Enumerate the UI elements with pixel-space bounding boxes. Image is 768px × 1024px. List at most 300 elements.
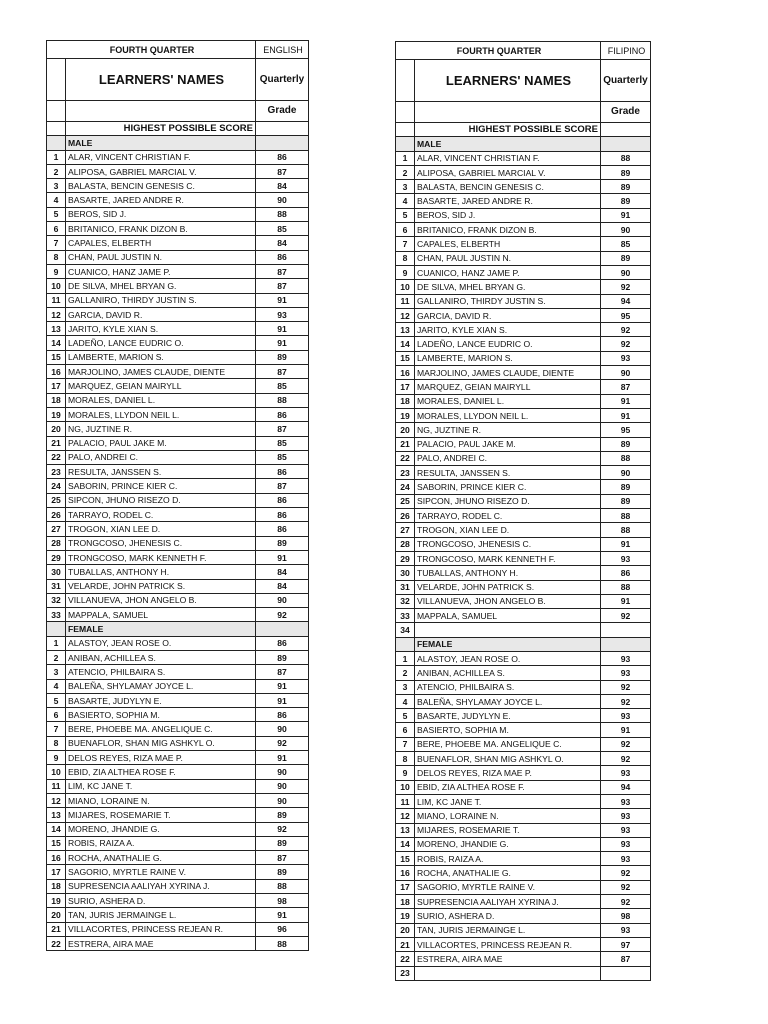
quarterly-grade: 92 [601, 880, 651, 894]
section-number-cell [47, 622, 66, 636]
quarterly-grade: 91 [256, 336, 309, 350]
student-name: MORALES, LLYDON NEIL L. [66, 407, 256, 421]
quarterly-grade: 84 [256, 179, 309, 193]
student-row [47, 822, 309, 836]
student-number: 25 [47, 493, 66, 507]
student-number: 2 [396, 666, 415, 680]
student-number: 11 [47, 779, 66, 793]
quarterly-grade: 87 [256, 422, 309, 436]
student-name: CAPALES, ELBERTH [415, 237, 601, 251]
quarterly-grade: 92 [601, 609, 651, 623]
grade-label: Grade [601, 102, 651, 123]
student-number: 17 [396, 880, 415, 894]
student-name: NG, JUZTINE R. [415, 423, 601, 437]
header-row [396, 42, 651, 60]
student-number: 22 [47, 450, 66, 464]
student-row [396, 937, 651, 951]
quarterly-grade: 90 [601, 223, 651, 237]
student-name: CHAN, PAUL JUSTIN N. [415, 251, 601, 265]
student-name: MORENO, JHANDIE G. [66, 822, 256, 836]
student-name: EBID, ZIA ALTHEA ROSE F. [415, 780, 601, 794]
student-row [396, 852, 651, 866]
quarterly-grade: 89 [601, 480, 651, 494]
student-name: BASARTE, JARED ANDRE R. [415, 194, 601, 208]
student-row [396, 437, 651, 451]
student-name: TAN, JURIS JERMAINGE L. [415, 923, 601, 937]
student-row [396, 909, 651, 923]
names-header-row [47, 59, 309, 101]
student-number: 7 [396, 737, 415, 751]
quarterly-grade: 87 [256, 365, 309, 379]
student-number: 1 [396, 651, 415, 665]
student-name: VILLANUEVA, JHON ANGELO B. [415, 594, 601, 608]
student-row [47, 322, 309, 336]
student-number: 3 [396, 180, 415, 194]
quarterly-grade: 88 [256, 879, 309, 893]
student-name: SURIO, ASHERA D. [415, 909, 601, 923]
student-number: 24 [396, 480, 415, 494]
quarterly-grade: 87 [256, 665, 309, 679]
quarterly-grade: 87 [256, 279, 309, 293]
student-row [47, 264, 309, 278]
student-row [396, 609, 651, 623]
quarterly-grade: 87 [256, 164, 309, 178]
quarterly-grade: 91 [256, 908, 309, 922]
student-name: DE SILVA, MHEL BRYAN G. [66, 279, 256, 293]
student-name: TRONGCOSO, MARK KENNETH F. [415, 551, 601, 565]
student-number: 4 [47, 193, 66, 207]
quarterly-grade: 87 [601, 380, 651, 394]
student-row [396, 923, 651, 937]
student-number: 14 [396, 837, 415, 851]
student-row [47, 550, 309, 564]
quarterly-grade: 88 [601, 523, 651, 537]
quarter-header: FOURTH QUARTER [396, 42, 601, 60]
quarterly-grade: 84 [256, 579, 309, 593]
student-name: DELOS REYES, RIZA MAE P. [415, 766, 601, 780]
student-number: 33 [396, 609, 415, 623]
student-name: MIANO, LORAINE N. [66, 793, 256, 807]
student-row [47, 879, 309, 893]
quarterly-grade: 85 [256, 450, 309, 464]
student-number: 5 [47, 207, 66, 221]
subject-header: FILIPINO [601, 42, 651, 60]
student-name: CAPALES, ELBERTH [66, 236, 256, 250]
quarterly-grade: 86 [256, 508, 309, 522]
student-number: 2 [47, 650, 66, 664]
student-name: ESTRERA, AIRA MAE [66, 936, 256, 950]
student-row [396, 537, 651, 551]
quarterly-grade: 93 [601, 852, 651, 866]
student-name: TRONGCOSO, MARK KENNETH F. [66, 550, 256, 564]
student-name: SAGORIO, MYRTLE RAINE V. [415, 880, 601, 894]
quarterly-grade: 95 [601, 308, 651, 322]
student-row [396, 837, 651, 851]
quarterly-grade: 92 [601, 694, 651, 708]
student-name: SIPCON, JHUNO RISEZO D. [415, 494, 601, 508]
student-row [47, 736, 309, 750]
quarterly-grade: 93 [601, 766, 651, 780]
student-name: MARJOLINO, JAMES CLAUDE, DIENTE [66, 365, 256, 379]
section-grade-cell [256, 136, 309, 150]
quarterly-grade: 91 [601, 723, 651, 737]
filipino-sheet-body [396, 42, 651, 981]
student-number: 13 [47, 322, 66, 336]
student-number: 23 [396, 966, 415, 980]
student-number: 11 [396, 794, 415, 808]
student-number: 31 [396, 580, 415, 594]
quarterly-grade: 91 [256, 693, 309, 707]
section-grade-cell [601, 637, 651, 651]
quarterly-grade: 86 [256, 250, 309, 264]
student-row [396, 723, 651, 737]
student-name: LIM, KC JANE T. [415, 794, 601, 808]
highest-possible-score-label: HIGHEST POSSIBLE SCORE [66, 122, 256, 136]
quarterly-grade: 91 [256, 293, 309, 307]
quarterly-grade: 86 [256, 493, 309, 507]
quarterly-grade: 89 [601, 251, 651, 265]
student-number: 21 [396, 437, 415, 451]
male-section-row [47, 136, 309, 150]
quarterly-grade: 90 [601, 265, 651, 279]
student-number: 3 [47, 665, 66, 679]
student-row [47, 436, 309, 450]
student-number: 26 [396, 509, 415, 523]
student-number: 17 [396, 380, 415, 394]
student-number: 15 [47, 836, 66, 850]
student-row [47, 279, 309, 293]
quarterly-grade: 89 [256, 865, 309, 879]
quarterly-grade: 92 [256, 736, 309, 750]
student-name: ATENCIO, PHILBAIRA S. [66, 665, 256, 679]
student-name: BRITANICO, FRANK DIZON B. [415, 223, 601, 237]
student-number: 16 [396, 866, 415, 880]
quarterly-grade: 91 [601, 537, 651, 551]
quarterly-grade: 91 [601, 408, 651, 422]
quarterly-grade: 86 [256, 465, 309, 479]
student-name: DE SILVA, MHEL BRYAN G. [415, 280, 601, 294]
quarterly-grade: 87 [256, 479, 309, 493]
student-number: 4 [396, 694, 415, 708]
student-row [396, 523, 651, 537]
student-name: GARCIA, DAVID R. [415, 308, 601, 322]
quarterly-grade: 93 [601, 794, 651, 808]
student-name: ALIPOSA, GABRIEL MARCIAL V. [415, 165, 601, 179]
student-number: 28 [396, 537, 415, 551]
student-row [396, 366, 651, 380]
student-number: 13 [396, 323, 415, 337]
student-name: ALAR, VINCENT CHRISTIAN F. [415, 151, 601, 165]
quarterly-grade: 93 [256, 307, 309, 321]
student-row [396, 780, 651, 794]
student-row [396, 809, 651, 823]
student-row [396, 651, 651, 665]
student-row [396, 394, 651, 408]
student-number: 5 [396, 208, 415, 222]
quarterly-grade: 91 [256, 751, 309, 765]
student-row [47, 508, 309, 522]
quarterly-grade: 89 [256, 808, 309, 822]
student-row [47, 222, 309, 236]
quarterly-grade: 90 [256, 793, 309, 807]
student-number: 1 [47, 636, 66, 650]
hps-row [47, 122, 309, 136]
student-number: 19 [396, 408, 415, 422]
blank-cell [415, 102, 601, 123]
english-grade-sheet [46, 40, 309, 951]
student-row [396, 794, 651, 808]
student-row [47, 236, 309, 250]
student-name: TRONGCOSO, JHENESIS C. [415, 537, 601, 551]
student-name: ANIBAN, ACHILLEA S. [66, 650, 256, 664]
quarterly-grade: 93 [601, 809, 651, 823]
student-name: GARCIA, DAVID R. [66, 307, 256, 321]
student-number: 2 [47, 164, 66, 178]
student-name: LIM, KC JANE T. [66, 779, 256, 793]
student-row [47, 450, 309, 464]
quarterly-grade: 93 [601, 709, 651, 723]
student-row [47, 808, 309, 822]
student-row [396, 580, 651, 594]
student-number: 15 [396, 852, 415, 866]
student-number: 1 [396, 151, 415, 165]
student-name: VELARDE, JOHN PATRICK S. [66, 579, 256, 593]
student-number: 9 [47, 751, 66, 765]
student-name: SIPCON, JHUNO RISEZO D. [66, 493, 256, 507]
student-name: NG, JUZTINE R. [66, 422, 256, 436]
student-name: BASARTE, JARED ANDRE R. [66, 193, 256, 207]
quarterly-grade: 95 [601, 423, 651, 437]
student-name: RESULTA, JANSSEN S. [415, 466, 601, 480]
quarterly-grade: 88 [256, 207, 309, 221]
hps-row [396, 123, 651, 137]
quarterly-grade: 89 [601, 494, 651, 508]
filipino-grade-sheet [395, 41, 651, 981]
quarterly-grade: 98 [256, 894, 309, 908]
student-row [396, 237, 651, 251]
quarterly-grade: 91 [256, 322, 309, 336]
hps-value-cell [256, 122, 309, 136]
quarterly-grade: 92 [601, 323, 651, 337]
student-number: 12 [47, 793, 66, 807]
quarterly-grade: 92 [601, 280, 651, 294]
quarterly-grade: 85 [256, 379, 309, 393]
student-row [396, 466, 651, 480]
student-name: ROCHA, ANATHALIE G. [66, 851, 256, 865]
student-name: SAGORIO, MYRTLE RAINE V. [66, 865, 256, 879]
student-number: 1 [47, 150, 66, 164]
student-row [47, 665, 309, 679]
student-name: PALO, ANDREI C. [66, 450, 256, 464]
student-row [396, 351, 651, 365]
quarterly-grade: 88 [601, 451, 651, 465]
student-row [47, 493, 309, 507]
student-row [396, 280, 651, 294]
quarterly-grade: 87 [256, 851, 309, 865]
quarterly-grade: 98 [601, 909, 651, 923]
student-row [47, 379, 309, 393]
student-row [47, 393, 309, 407]
student-row [47, 936, 309, 950]
female-section-label: FEMALE [66, 622, 256, 636]
student-number: 12 [396, 809, 415, 823]
student-row [396, 337, 651, 351]
student-name: VILLACORTES, PRINCESS REJEAN R. [415, 937, 601, 951]
female-section-label: FEMALE [415, 637, 601, 651]
blank-cell [47, 101, 66, 122]
student-name: ALASTOY, JEAN ROSE O. [415, 651, 601, 665]
student-number: 23 [396, 466, 415, 480]
quarterly-grade: 90 [601, 466, 651, 480]
student-name: MIANO, LORAINE N. [415, 809, 601, 823]
quarterly-grade: 92 [601, 752, 651, 766]
student-row [47, 293, 309, 307]
student-name: DELOS REYES, RIZA MAE P. [66, 751, 256, 765]
names-header-row [396, 60, 651, 102]
student-name: GALLANIRO, THIRDY JUSTIN S. [415, 294, 601, 308]
quarterly-grade: 91 [601, 394, 651, 408]
quarterly-grade: 92 [601, 737, 651, 751]
quarterly-grade: 90 [256, 765, 309, 779]
student-number: 28 [47, 536, 66, 550]
student-number: 13 [47, 808, 66, 822]
student-row [47, 307, 309, 321]
student-row [396, 880, 651, 894]
quarterly-grade: 86 [601, 566, 651, 580]
quarterly-grade: 92 [601, 680, 651, 694]
quarterly-grade: 93 [601, 351, 651, 365]
student-number: 8 [47, 736, 66, 750]
student-row [47, 908, 309, 922]
header-row [47, 41, 309, 59]
student-number: 6 [47, 708, 66, 722]
student-name: ESTRERA, AIRA MAE [415, 952, 601, 966]
student-number: 9 [47, 264, 66, 278]
student-number: 19 [47, 407, 66, 421]
student-name: MAPPALA, SAMUEL [66, 608, 256, 622]
student-number: 29 [396, 551, 415, 565]
blank-cell [396, 123, 415, 137]
student-name [415, 966, 601, 980]
male-section-label: MALE [415, 137, 601, 151]
student-number: 9 [396, 766, 415, 780]
quarterly-grade: 85 [256, 222, 309, 236]
student-row [47, 207, 309, 221]
quarterly-grade: 87 [256, 264, 309, 278]
student-row [47, 593, 309, 607]
student-name: VELARDE, JOHN PATRICK S. [415, 580, 601, 594]
student-row [396, 866, 651, 880]
student-number: 15 [396, 351, 415, 365]
student-name: MAPPALA, SAMUEL [415, 609, 601, 623]
student-name [415, 623, 601, 637]
student-name: JARITO, KYLE XIAN S. [415, 323, 601, 337]
quarterly-grade: 84 [256, 236, 309, 250]
student-name: TUBALLAS, ANTHONY H. [66, 565, 256, 579]
student-name: BASARTE, JUDYLYN E. [66, 693, 256, 707]
student-row [396, 208, 651, 222]
student-name: LADEÑO, LANCE EUDRIC O. [415, 337, 601, 351]
student-number: 2 [396, 165, 415, 179]
student-row [396, 308, 651, 322]
quarterly-grade: 91 [601, 208, 651, 222]
student-number: 25 [396, 494, 415, 508]
quarterly-grade: 93 [601, 823, 651, 837]
quarterly-grade: 86 [256, 150, 309, 164]
student-number: 3 [396, 680, 415, 694]
student-number: 6 [396, 223, 415, 237]
student-number: 6 [47, 222, 66, 236]
student-number: 20 [396, 923, 415, 937]
quarterly-grade: 90 [256, 722, 309, 736]
student-name: SUPRESENCIA AALIYAH XYRINA J. [66, 879, 256, 893]
student-row [396, 294, 651, 308]
blank-cell [396, 102, 415, 123]
quarterly-grade: 88 [601, 580, 651, 594]
highest-possible-score-label: HIGHEST POSSIBLE SCORE [415, 123, 601, 137]
student-name: TRONGCOSO, JHENESIS C. [66, 536, 256, 550]
blank-cell [396, 60, 415, 102]
student-row [47, 565, 309, 579]
quarterly-grade: 89 [601, 165, 651, 179]
student-row [396, 737, 651, 751]
blank-cell [66, 101, 256, 122]
quarterly-grade: 88 [601, 151, 651, 165]
quarterly-grade [601, 966, 651, 980]
section-grade-cell [601, 137, 651, 151]
student-name: ROBIS, RAIZA A. [66, 836, 256, 850]
student-number: 16 [47, 851, 66, 865]
student-name: RESULTA, JANSSEN S. [66, 465, 256, 479]
student-number: 13 [396, 823, 415, 837]
student-name: SABORIN, PRINCE KIER C. [415, 480, 601, 494]
student-row [47, 894, 309, 908]
student-number: 10 [47, 765, 66, 779]
student-name: BUENAFLOR, SHAN MIG ASHKYL O. [415, 752, 601, 766]
student-row [47, 793, 309, 807]
quarterly-grade: 91 [601, 594, 651, 608]
student-name: BEROS, SID J. [415, 208, 601, 222]
student-number: 11 [47, 293, 66, 307]
quarterly-grade: 89 [256, 650, 309, 664]
learners-names-header: LEARNERS' NAMES [66, 59, 256, 101]
student-row [47, 608, 309, 622]
student-row [47, 751, 309, 765]
student-row [396, 494, 651, 508]
student-number: 30 [47, 565, 66, 579]
quarterly-grade: 93 [601, 837, 651, 851]
student-number: 11 [396, 294, 415, 308]
student-row [396, 551, 651, 565]
student-name: TARRAYO, RODEL C. [66, 508, 256, 522]
student-number: 8 [396, 752, 415, 766]
student-name: PALACIO, PAUL JAKE M. [66, 436, 256, 450]
quarterly-grade: 86 [256, 407, 309, 421]
quarterly-grade: 88 [256, 393, 309, 407]
student-row [396, 709, 651, 723]
student-number: 8 [396, 251, 415, 265]
quarterly-grade: 89 [256, 536, 309, 550]
student-number: 22 [47, 936, 66, 950]
student-number: 20 [47, 908, 66, 922]
quarterly-grade: 89 [601, 194, 651, 208]
student-name: ALIPOSA, GABRIEL MARCIAL V. [66, 164, 256, 178]
student-row [47, 150, 309, 164]
student-row [47, 765, 309, 779]
quarterly-grade: 86 [256, 636, 309, 650]
student-row [47, 336, 309, 350]
student-number: 7 [396, 237, 415, 251]
